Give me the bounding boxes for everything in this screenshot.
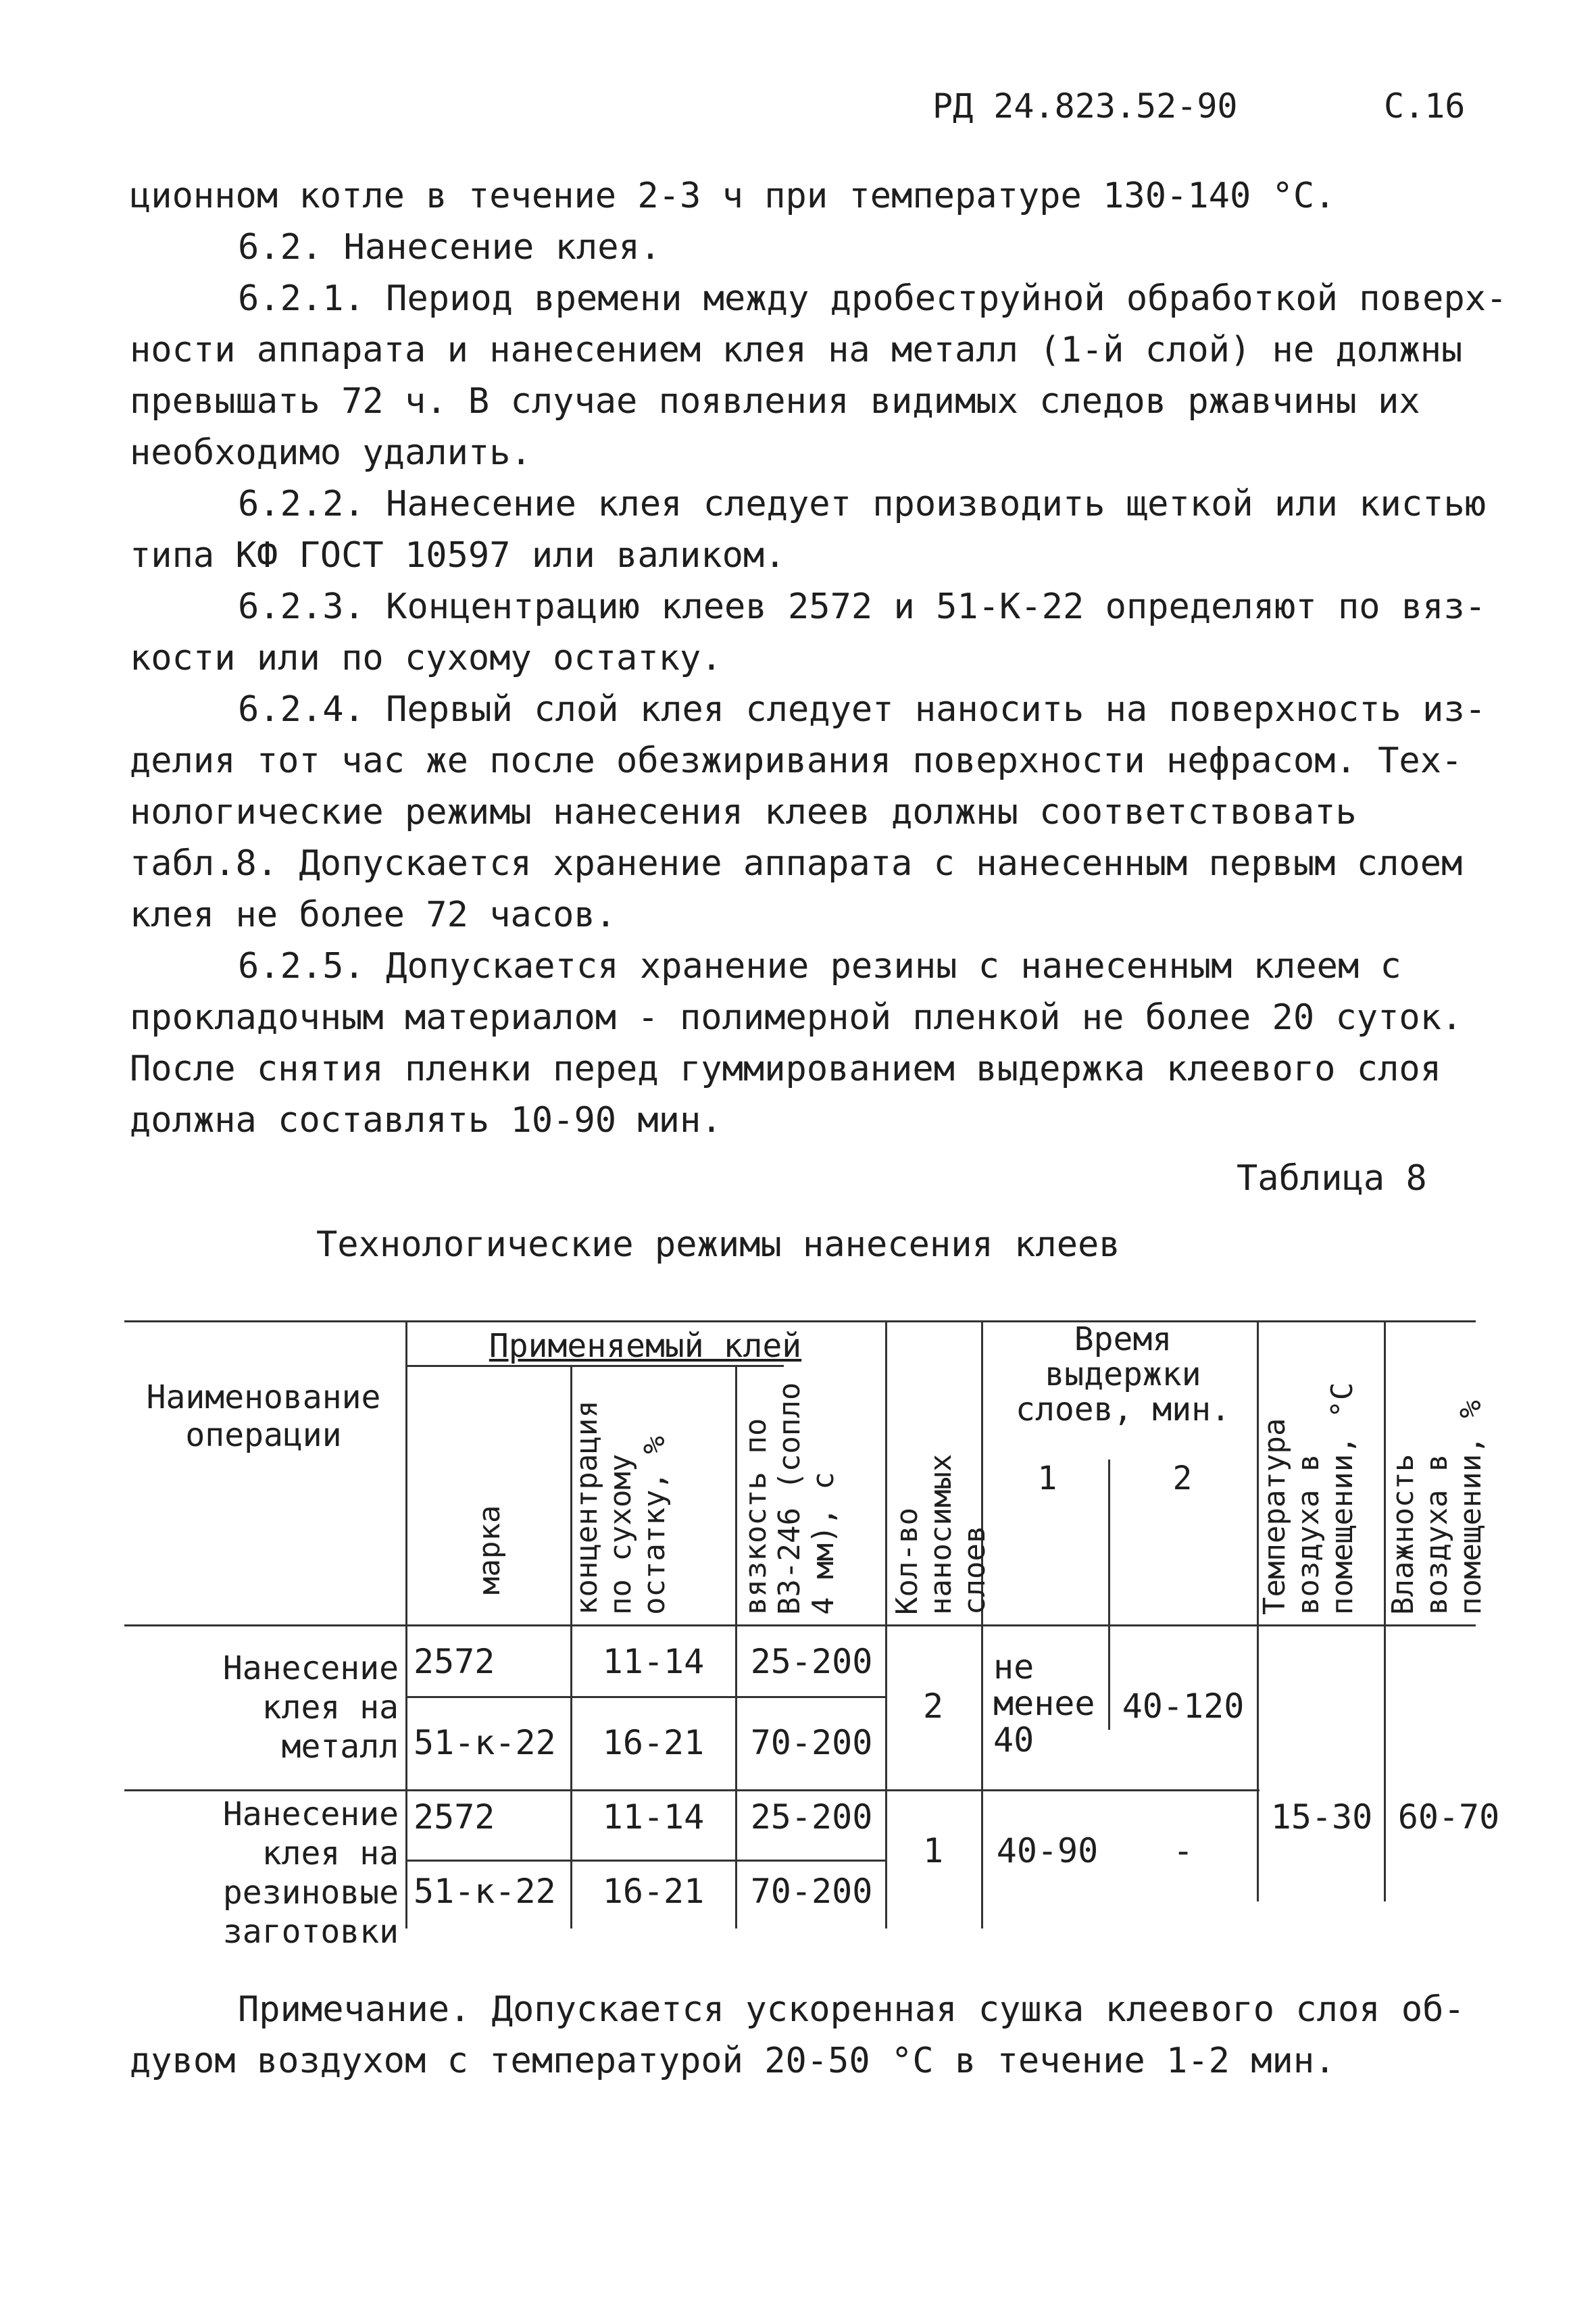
body-text bbox=[130, 170, 1507, 1146]
text-line: кости или по сухому остатку. bbox=[130, 638, 722, 678]
header-viscosity: вязкость по ВЗ-246 (сопло 4 мм), с bbox=[739, 1382, 841, 1615]
text-line: прокладочным материалом - полимерной пленкой не более 20 суток. bbox=[130, 997, 1463, 1038]
table-col-rule bbox=[735, 1365, 737, 1928]
text-line: делия тот час же после обезжиривания поверхности нефрасом. Тех- bbox=[130, 741, 1463, 781]
page-number: С.16 bbox=[1384, 86, 1466, 126]
cell-hold-2: - bbox=[1172, 1831, 1194, 1870]
header-adhesive-group: Применяемый клей bbox=[489, 1327, 802, 1365]
text-line: 6.2.5. Допускается хранение резины с нанесенным клеем с bbox=[238, 946, 1401, 987]
note-line: Примечание. Допускается ускоренная сушка клеевого слоя об- bbox=[238, 1989, 1465, 2030]
text-line: 6.2.2. Нанесение клея следует производить щеткой или кистью bbox=[238, 484, 1487, 524]
cell-hold-1: не менее 40 bbox=[993, 1647, 1095, 1760]
cell-layers: 2 bbox=[922, 1687, 944, 1726]
table-rule-section bbox=[124, 1789, 1260, 1791]
header-layers: Кол-во наносимых слоев bbox=[890, 1453, 992, 1615]
text-line: 6.2.1. Период времени между дробеструйной обработкой поверх- bbox=[238, 278, 1507, 319]
table-rule-sub bbox=[405, 1860, 885, 1862]
table-col-rule bbox=[405, 1320, 407, 1928]
header-operation: Наименование операции bbox=[146, 1378, 381, 1454]
header-hold-group: Время выдержки слоев, мин. bbox=[1016, 1320, 1230, 1428]
text-line: ности аппарата и нанесением клея на металл (1-й слой) не должны bbox=[130, 330, 1463, 370]
row-operation-rubber: Нанесение клея на резиновые заготовки bbox=[222, 1795, 399, 1951]
table-rule-top bbox=[124, 1320, 1476, 1322]
cell-temperature: 15-30 bbox=[1270, 1797, 1373, 1837]
cell-hold-2: 40-120 bbox=[1122, 1687, 1245, 1726]
document-code: РД 24.823.52-90 bbox=[932, 86, 1238, 126]
cell-viscosity: 70-200 bbox=[750, 1723, 873, 1762]
cell-concentration: 11-14 bbox=[602, 1797, 705, 1837]
text-line: типа КФ ГОСТ 10597 или валиком. bbox=[130, 535, 786, 576]
table-rule-sub bbox=[405, 1696, 885, 1698]
table-col-rule bbox=[885, 1320, 887, 1928]
cell-viscosity: 25-200 bbox=[750, 1797, 873, 1837]
text-line: клея не более 72 часов. bbox=[130, 895, 617, 935]
note bbox=[130, 1984, 1481, 2087]
header-concentration: концентрация по сухому остатку, % bbox=[570, 1400, 672, 1615]
header-temperature: Температура воздуха в помещении, °С bbox=[1257, 1382, 1360, 1615]
cell-viscosity: 25-200 bbox=[750, 1642, 873, 1681]
cell-hold-1: 40-90 bbox=[996, 1831, 1099, 1870]
cell-concentration: 16-21 bbox=[602, 1723, 705, 1762]
cell-concentration: 11-14 bbox=[602, 1642, 705, 1681]
header-humidity: Влажность воздуха в помещении, % bbox=[1386, 1400, 1488, 1615]
cell-brand: 2572 bbox=[414, 1797, 495, 1837]
text-line: превышать 72 ч. В случае появления видимых следов ржавчины их bbox=[130, 381, 1420, 422]
text-line: нологические режимы нанесения клеев должны соответствовать bbox=[130, 792, 1357, 832]
row-operation-metal: Нанесение клея на металл bbox=[222, 1649, 399, 1766]
table-title: Технологические режимы нанесения клеев bbox=[316, 1224, 1120, 1265]
text-line: должна составлять 10-90 мин. bbox=[130, 1100, 722, 1141]
header-hold-1: 1 bbox=[1037, 1460, 1057, 1497]
cell-brand: 51-к-22 bbox=[414, 1723, 556, 1762]
table-label: Таблица 8 bbox=[1237, 1158, 1427, 1199]
cell-layers: 1 bbox=[922, 1831, 944, 1870]
cell-concentration: 16-21 bbox=[602, 1872, 705, 1911]
text-line: необходимо удалить. bbox=[130, 432, 532, 473]
text-line: 6.2.4. Первый слой клея следует наносить на поверхность из- bbox=[238, 689, 1487, 730]
table-col-rule bbox=[1108, 1460, 1110, 1730]
cell-brand: 2572 bbox=[414, 1642, 495, 1681]
text-line: ционном котле в течение 2-3 ч при температуре 130-140 °С. bbox=[130, 176, 1336, 216]
header-brand: марка bbox=[472, 1505, 507, 1595]
table-rule-group bbox=[405, 1365, 784, 1367]
header-hold-2: 2 bbox=[1172, 1460, 1193, 1497]
cell-humidity: 60-70 bbox=[1397, 1797, 1500, 1837]
cell-viscosity: 70-200 bbox=[750, 1872, 873, 1911]
table-rule-header bbox=[124, 1624, 1476, 1626]
section-heading: 6.2. Нанесение клея. bbox=[238, 227, 662, 268]
note-line: дувом воздухом с температурой 20-50 °С в течение 1-2 мин. bbox=[130, 2041, 1336, 2081]
text-line: 6.2.3. Концентрацию клеев 2572 и 51-К-22 определяют по вяз- bbox=[238, 587, 1487, 627]
cell-brand: 51-к-22 bbox=[414, 1872, 556, 1911]
text-line: После снятия пленки перед гуммированием выдержка клеевого слоя bbox=[130, 1049, 1442, 1089]
text-line: табл.8. Допускается хранение аппарата с нанесенным первым слоем bbox=[130, 843, 1463, 884]
